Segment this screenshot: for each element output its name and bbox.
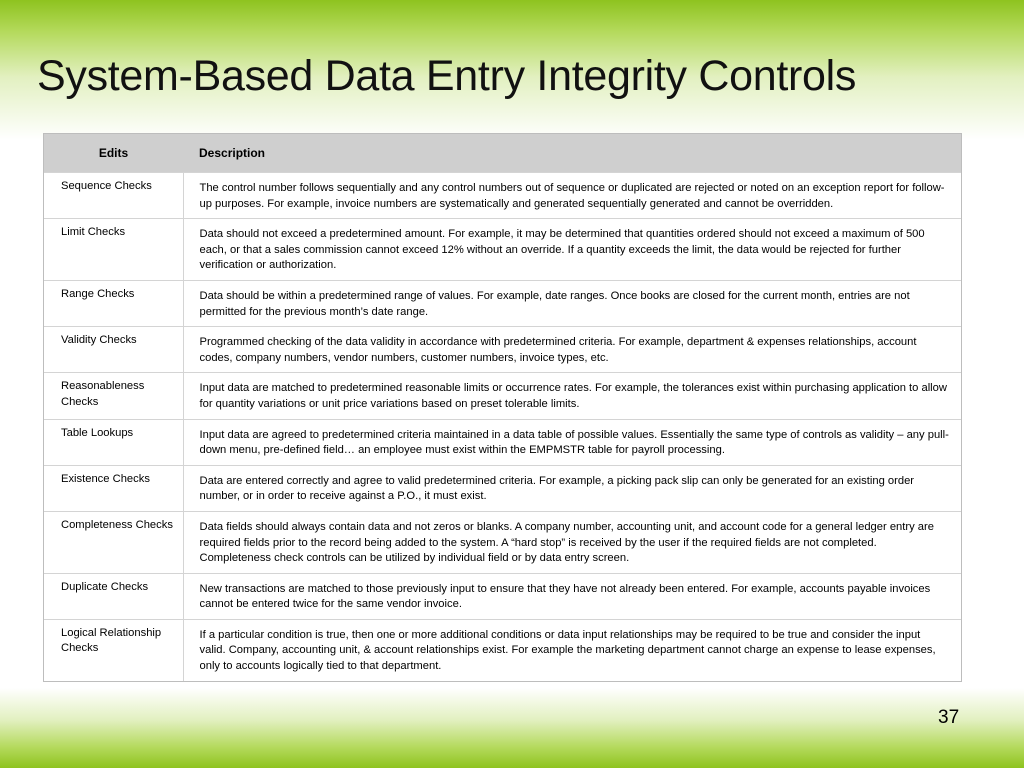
header-edits: Edits [44,134,183,173]
table-row [44,219,961,281]
header-description: Description [183,134,961,173]
edit-cell: Sequence Checks [44,173,183,219]
edit-cell: Logical Relationship Checks [44,619,183,680]
edit-cell: Validity Checks [44,327,183,373]
edit-cell: Table Lookups [44,419,183,465]
edit-cell: Completeness Checks [44,511,183,573]
table-row [44,511,961,573]
table-row [44,573,961,619]
description-cell: If a particular condition is true, then one or more additional conditions or data input relationships may be required to be true and consider the input valid. Company, accounting unit, & account relationships exist. For example the marketing department cannot charge an expense to lease expenses, only to accounts logically tied to that department. [183,619,961,680]
edit-cell: Limit Checks [44,219,183,281]
table-row [44,280,961,326]
bottom-gradient-band [0,688,1024,768]
description-cell: Programmed checking of the data validity in accordance with predetermined criteria. For example, department & expenses relationships, account codes, company numbers, vendor numbers, customer numbers, invoice types, etc. [183,327,961,373]
table-row [44,173,961,219]
description-cell: Data are entered correctly and agree to valid predetermined criteria. For example, a picking pack slip can only be generated for an existing order number, or in order to receive against a P.O., it must exist. [183,465,961,511]
description-cell: Data fields should always contain data and not zeros or blanks. A company number, accounting unit, and account code for a general ledger entry are required fields prior to the record being added to the system. A “hard stop” is received by the user if the required fields are not completed. Completeness check controls can be utilized by individual field or by data entry screen. [183,511,961,573]
description-cell: Data should not exceed a predetermined amount. For example, it may be determined that quantities ordered should not exceed a maximum of 500 each, or that a sales commission cannot exceed 12% without an override. If a quantity exceeds the limit, the data would be rejected for further verification or authorization. [183,219,961,281]
table-row [44,373,961,419]
table-row [44,619,961,680]
edit-cell: Duplicate Checks [44,573,183,619]
table-header-row [44,134,961,173]
table-row [44,465,961,511]
table-row [44,419,961,465]
description-cell: Data should be within a predetermined range of values. For example, date ranges. Once books are closed for the current month, entries are not permitted for the previous month’s date range. [183,280,961,326]
slide-title: System-Based Data Entry Integrity Controls [37,52,857,100]
table-row [44,327,961,373]
page-number: 37 [938,707,960,728]
description-cell: New transactions are matched to those previously input to ensure that they have not already been entered. For example, accounts payable invoices cannot be entered twice for the same vendor invoice. [183,573,961,619]
description-cell: Input data are matched to predetermined reasonable limits or occurrence rates. For example, the tolerances exist within purchasing application to allow for quantity variations or unit price variations based on preset tolerable limits. [183,373,961,419]
controls-table [43,133,962,682]
description-cell: The control number follows sequentially and any control numbers out of sequence or duplicated are rejected or noted on an exception report for follow-up purposes. For example, invoice numbers are systematically and generated sequentially generated and cannot be overridden. [183,173,961,219]
edit-cell: Range Checks [44,280,183,326]
edit-cell: Existence Checks [44,465,183,511]
edit-cell: Reasonableness Checks [44,373,183,419]
description-cell: Input data are agreed to predetermined criteria maintained in a data table of possible values. Essentially the same type of controls as validity – any pull-down menu, pre-defined field… an employee must exist within the EMPMSTR table for payroll processing. [183,419,961,465]
